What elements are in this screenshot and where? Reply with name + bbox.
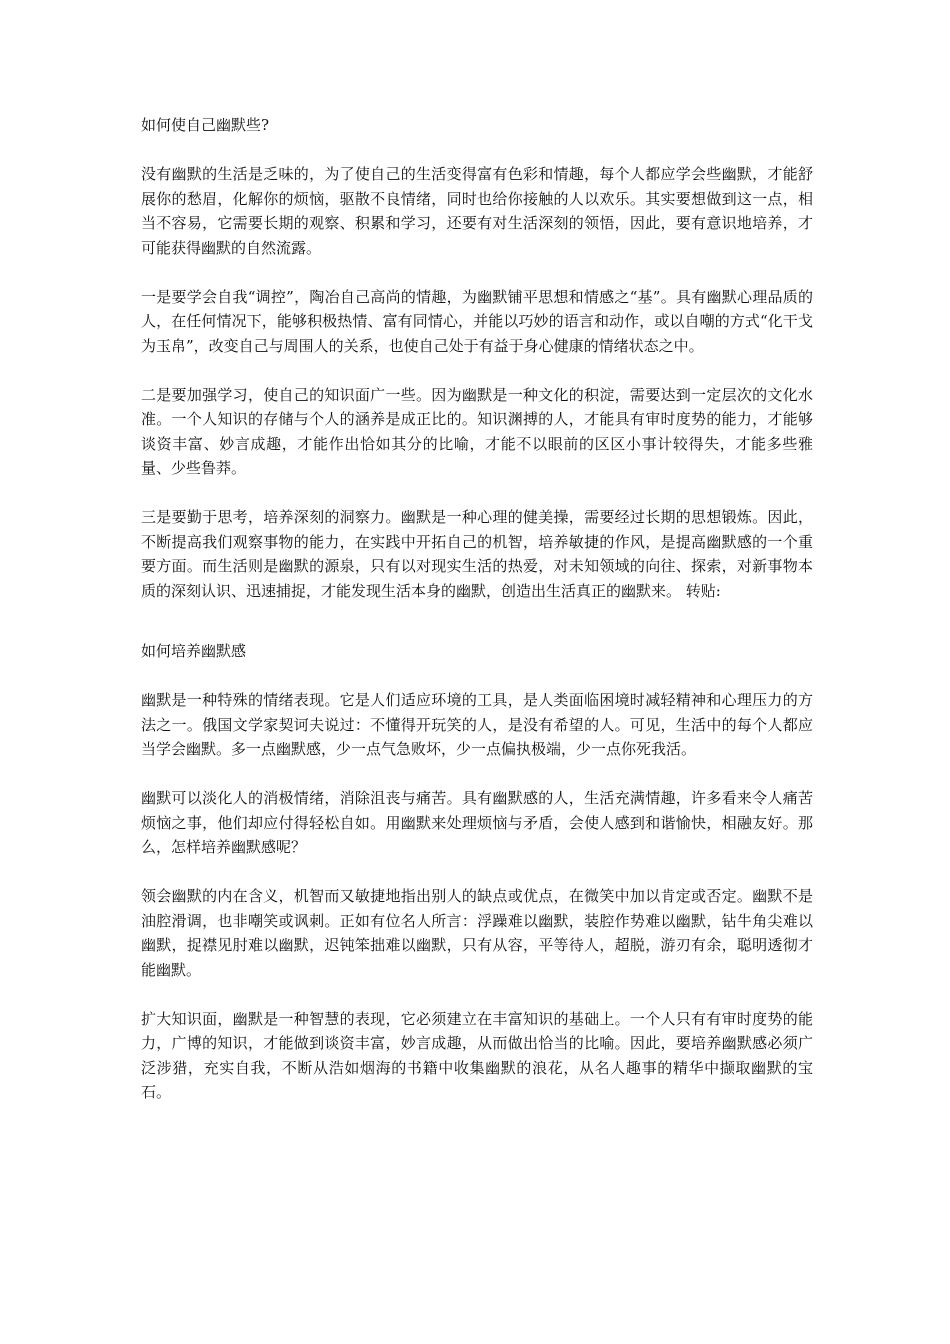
body-paragraph: 扩大知识面，幽默是一种智慧的表现，它必须建立在丰富知识的基础上。一个人只有有审时度势的能力，广博的知识，才能做到谈资丰富，妙言成趣，从而做出恰当的比喻。因此，要培养幽默感必须广泛涉猎，充实自我，不断从浩如烟海的书籍中收集幽默的浪花，从名人趣事的精华中撷取幽默的宝石。 [141, 1009, 813, 1101]
body-paragraph: 幽默可以淡化人的消极情绪，消除沮丧与痛苦。具有幽默感的人，生活充满情趣，许多看来令人痛苦烦恼之事，他们却应付得轻松自如。用幽默来处理烦恼与矛盾，会使人感到和谐愉快，相融友好。那么，怎样培养幽默感呢？ [141, 789, 813, 856]
section-make-yourself-humorous [141, 113, 813, 603]
section-title: 如何使自己幽默些? [141, 116, 270, 134]
body-paragraph: 二是要加强学习，使自己的知识面广一些。因为幽默是一种文化的积淀，需要达到一定层次的文化水准。一个人知识的存储与个人的涵养是成正比的。知识渊搏的人，才能具有审时度势的能力，才能够谈资丰富、妙言成趣，才能作出恰如其分的比喻，才能不以眼前的区区小事计较得失，才能多些雅量、少些鲁莽。 [141, 385, 813, 477]
document-page [141, 113, 813, 1129]
section-cultivate-humor [141, 639, 813, 1105]
body-paragraph: 幽默是一种特殊的情绪表现。它是人们适应环境的工具，是人类面临困境时减轻精神和心理压力的方法之一。俄国文学家契诃夫说过：不懂得开玩笑的人，是没有希望的人。可见，生活中的每个人都应当学会幽默。多一点幽默感，少一点气急败坏，少一点偏执极端，少一点你死我活。 [141, 691, 813, 758]
body-paragraph: 三是要勤于思考，培养深刻的洞察力。幽默是一种心理的健美操，需要经过长期的思想锻炼。因此，不断提高我们观察事物的能力，在实践中开拓自己的机智，培养敏捷的作风，是提高幽默感的一个重要方面。而生活则是幽默的源泉，只有以对现实生活的热爱，对未知领域的向往、探索，对新事物本质的深刻认识、迅速捕捉，才能发现生活本身的幽默，创造出生活真正的幽默来。 转贴: [141, 508, 813, 600]
section-title: 如何培养幽默感 [141, 642, 247, 660]
body-paragraph: 一是要学会自我“调控”，陶冶自己高尚的情趣，为幽默铺平思想和情感之“基”。具有幽默心理品质的人，在任何情况下，能够积极热情、富有同情心，并能以巧妙的语言和动作，或以自嘲的方式“化干戈为玉帛”，改变自己与周围人的关系，也使自己处于有益于身心健康的情绪状态之中。 [141, 287, 813, 355]
body-paragraph: 领会幽默的内在含义，机智而又敏捷地指出别人的缺点或优点，在微笑中加以肯定或否定。幽默不是油腔滑调，也非嘲笑或讽刺。正如有位名人所言：浮躁难以幽默，装腔作势难以幽默，钻牛角尖难以幽默，捉襟见肘难以幽默，迟钝笨拙难以幽默，只有从容，平等待人，超脱，游刃有余，聪明透彻才能幽默。 [141, 887, 813, 979]
body-paragraph: 没有幽默的生活是乏味的，为了使自己的生活变得富有色彩和情趣，每个人都应学会些幽默，才能舒展你的愁眉，化解你的烦恼，驱散不良情绪，同时也给你接触的人以欢乐。其实要想做到这一点，相当不容易，它需要长期的观察、积累和学习，还要有对生活深刻的领悟，因此，要有意识地培养，才可能获得幽默的自然流露。 [141, 165, 813, 257]
